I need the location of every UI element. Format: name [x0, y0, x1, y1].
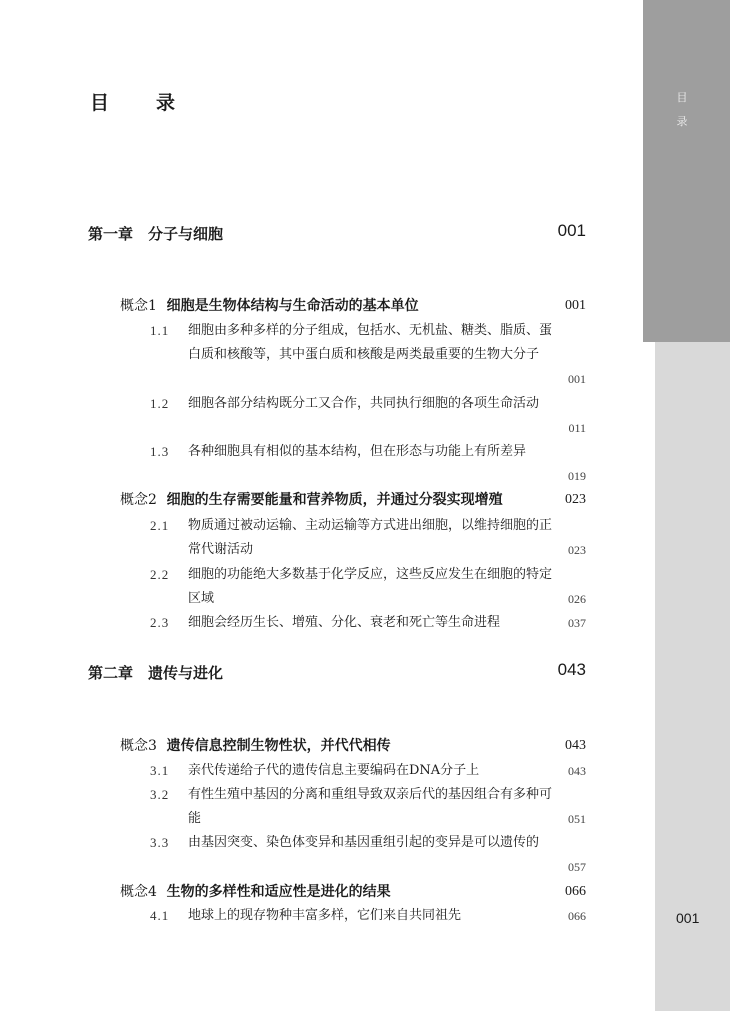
concept-title: 细胞的生存需要能量和营养物质，并通过分裂实现增殖 [166, 492, 503, 508]
concept-page: 001 [565, 298, 586, 313]
concept-heading[interactable] [120, 296, 586, 316]
chapter-heading[interactable] [88, 662, 588, 683]
entry-page: 001 [568, 372, 586, 386]
concept-page: 066 [565, 884, 586, 899]
entry-page: 057 [568, 860, 586, 874]
toc-entry[interactable] [150, 611, 586, 635]
concept-label: 概念1 [120, 298, 157, 314]
entry-page: 066 [568, 909, 586, 923]
entry-number: 2.3 [150, 615, 170, 630]
entry-number: 1.3 [150, 444, 170, 459]
entry-page: 011 [568, 421, 586, 435]
concept-title: 生物的多样性和适应性是进化的结果 [166, 884, 391, 900]
entry-number: 3.2 [150, 787, 170, 802]
toc-entry[interactable] [150, 319, 586, 391]
section-tab[interactable] [643, 0, 730, 342]
section-tab-label [672, 86, 692, 134]
entry-text: 地球上的现存物种丰富多样，它们来自共同祖先 [188, 908, 462, 923]
chapter-heading[interactable] [88, 223, 588, 244]
entry-text: 各种细胞具有相似的基本结构，但在形态与功能上有所差异 [188, 444, 527, 459]
entry-text: 细胞会经历生长、增殖、分化、衰老和死亡等生命进程 [188, 615, 501, 630]
toc-entry[interactable] [150, 392, 586, 440]
chapter-title: 第一章 分子与细胞 [88, 225, 224, 243]
concept-page: 023 [565, 492, 586, 507]
concept-heading[interactable] [120, 882, 586, 902]
concept-heading[interactable] [120, 736, 586, 756]
toc-entry[interactable] [150, 904, 586, 928]
entry-page: 043 [568, 764, 586, 778]
concept-label: 概念4 [120, 884, 157, 900]
entry-text: 细胞各部分结构既分工又合作，共同执行细胞的各项生命活动 [188, 396, 540, 411]
entry-text: 细胞由多种多样的分子组成，包括水、无机盐、糖类、脂质、蛋白质和核酸等，其中蛋白质和核酸是两类最重要的生物大分子 [188, 323, 553, 362]
entry-page: 019 [568, 469, 586, 483]
entry-page: 037 [568, 616, 586, 630]
entry-page: 023 [568, 543, 586, 557]
chapter-page: 001 [557, 221, 586, 240]
entry-text: 细胞的功能绝大多数基于化学反应，这些反应发生在细胞的特定区域 [188, 567, 553, 606]
entry-number: 1.1 [150, 323, 170, 338]
concept-label: 概念3 [120, 738, 157, 754]
entry-number: 3.3 [150, 835, 170, 850]
entry-page: 051 [568, 812, 586, 826]
entry-text: 亲代传递给子代的遗传信息主要编码在DNA分子上 [188, 763, 480, 778]
toc-entry[interactable] [150, 783, 586, 831]
entry-number: 1.2 [150, 396, 170, 411]
entry-text: 物质通过被动运输、主动运输等方式进出细胞，以维持细胞的正常代谢活动 [188, 518, 553, 557]
concept-heading[interactable] [120, 490, 586, 510]
entry-number: 2.1 [150, 518, 170, 533]
entry-number: 3.1 [150, 763, 170, 778]
toc-entry[interactable] [150, 563, 586, 611]
toc-entry[interactable] [150, 440, 586, 488]
entry-number: 4.1 [150, 908, 170, 923]
concept-label: 概念2 [120, 492, 157, 508]
entry-number: 2.2 [150, 567, 170, 582]
page-number: 001 [676, 910, 700, 926]
entry-page: 026 [568, 592, 586, 606]
concept-title: 细胞是生物体结构与生命活动的基本单位 [166, 298, 419, 314]
entry-text: 有性生殖中基因的分离和重组导致双亲后代的基因组合有多种可能 [188, 787, 553, 826]
chapter-title: 第二章 遗传与进化 [88, 664, 224, 682]
concept-page: 043 [565, 738, 586, 753]
toc-entry[interactable] [150, 514, 586, 562]
section-tab-char-2: 录 [676, 115, 688, 128]
toc-title: 目 录 [90, 92, 190, 114]
entry-text: 由基因突变、染色体变异和基因重组引起的变异是可以遗传的 [188, 835, 540, 850]
concept-title: 遗传信息控制生物性状，并代代相传 [166, 738, 391, 754]
toc-entry[interactable] [150, 831, 586, 879]
toc-entry[interactable] [150, 759, 586, 783]
chapter-page: 043 [557, 660, 586, 679]
section-tab-char-1: 目 [676, 91, 688, 104]
